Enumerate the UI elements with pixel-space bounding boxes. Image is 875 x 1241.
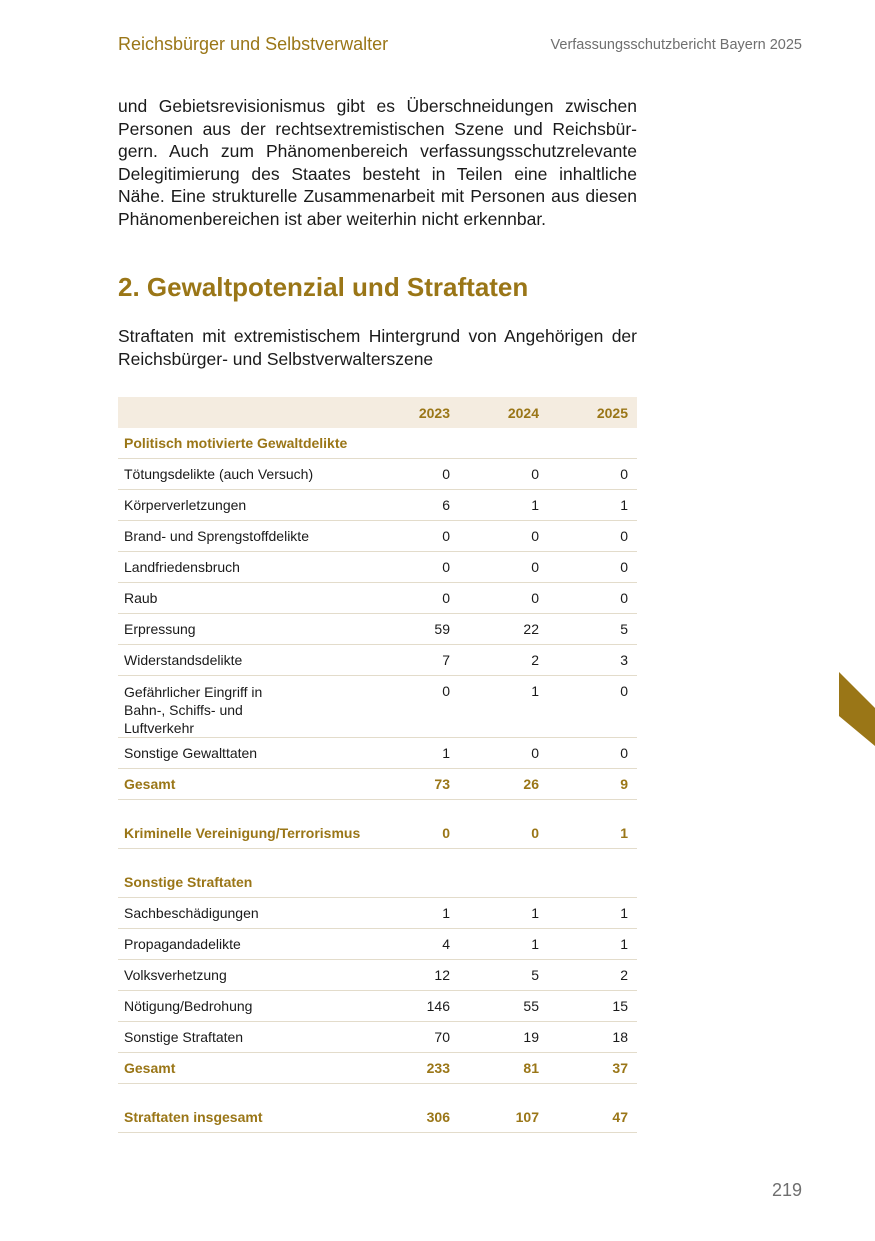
table-row <box>118 552 637 583</box>
grand-total-row <box>118 1102 637 1133</box>
row-value: 1 <box>548 490 637 521</box>
row-value: 0 <box>370 676 459 738</box>
row-value: 0 <box>459 583 548 614</box>
row-value: 0 <box>548 552 637 583</box>
row-value: 12 <box>370 960 459 991</box>
table-row <box>118 645 637 676</box>
row-label: Gefährlicher Eingriff in Bahn-, Schiffs- und Luftverkehr <box>118 676 370 738</box>
row-label: Erpressung <box>118 614 370 645</box>
running-header-chapter: Reichsbürger und Selbstverwalter <box>118 34 389 54</box>
table-row <box>118 929 637 960</box>
row-value: 4 <box>370 929 459 960</box>
table-row <box>118 898 637 929</box>
row-value: 0 <box>459 521 548 552</box>
grand-total-value: 107 <box>459 1102 548 1133</box>
section-label: Politisch motivierte Gewaltdelikte <box>118 428 637 459</box>
row-label: Brand- und Sprengstoffdelikte <box>118 521 370 552</box>
total-value: 26 <box>459 769 548 800</box>
grand-total-label: Straftaten insgesamt <box>118 1102 370 1133</box>
table-row <box>118 1022 637 1053</box>
terrorism-label: Kriminelle Vereinigung/Terrorismus <box>118 818 370 849</box>
row-value: 1 <box>370 738 459 769</box>
row-label: Sachbeschädigungen <box>118 898 370 929</box>
chapter-tab-marker <box>839 672 875 746</box>
year-header: 2024 <box>507 404 539 421</box>
total-row <box>118 769 637 800</box>
spacer-row <box>118 849 637 868</box>
row-value: 5 <box>459 960 548 991</box>
total-value: 233 <box>370 1053 459 1084</box>
row-value: 59 <box>370 614 459 645</box>
row-value: 0 <box>548 521 637 552</box>
row-value: 1 <box>548 929 637 960</box>
row-value: 6 <box>370 490 459 521</box>
running-header-report: Verfassungsschutzbericht Bayern 2025 <box>550 37 802 53</box>
table-title: Straftaten mit extremistischem Hintergrund von Angehörigen der Reichsbürger- und Selbstverwalterszene <box>118 326 637 369</box>
table-header-row <box>118 397 637 428</box>
row-label: Sonstige Gewalttaten <box>118 738 370 769</box>
row-value: 19 <box>459 1022 548 1053</box>
spacer-row <box>118 1084 637 1103</box>
row-value: 18 <box>548 1022 637 1053</box>
intro-paragraph: und Gebietsrevisionismus gibt es Überschneidungen zwischen Personen aus der rechtsextremistischen Szene und Reichsbürgern. Auch zum Phänomenbereich verfassungsschutzrelevante Delegitimierung des Staates besteht in Teilen eine inhaltliche Nähe. Eine strukturelle Zusammenarbeit mit Personen aus diesen Phänomenbereichen ist aber weiterhin nicht erkennbar. <box>118 96 637 229</box>
year-header: 2025 <box>596 404 628 421</box>
row-value: 0 <box>548 583 637 614</box>
row-value: 146 <box>370 991 459 1022</box>
row-value: 0 <box>548 738 637 769</box>
row-value: 0 <box>459 459 548 490</box>
total-label: Gesamt <box>118 769 370 800</box>
total-value: 37 <box>548 1053 637 1084</box>
row-value: 70 <box>370 1022 459 1053</box>
grand-total-value: 47 <box>548 1102 637 1133</box>
row-value: 22 <box>459 614 548 645</box>
total-value: 9 <box>548 769 637 800</box>
row-value: 0 <box>548 459 637 490</box>
row-value: 0 <box>459 738 548 769</box>
row-label: Propagandadelikte <box>118 929 370 960</box>
row-value: 1 <box>459 490 548 521</box>
table-row <box>118 738 637 769</box>
terrorism-value: 0 <box>459 818 548 849</box>
section-heading: 2. Gewaltpotenzial und Straftaten <box>118 272 529 302</box>
section-row <box>118 867 637 898</box>
row-value: 1 <box>459 676 548 738</box>
row-label: Sonstige Straftaten <box>118 1022 370 1053</box>
row-value: 2 <box>548 960 637 991</box>
table-row <box>118 490 637 521</box>
row-label: Volksverhetzung <box>118 960 370 991</box>
row-value: 1 <box>459 929 548 960</box>
row-label: Raub <box>118 583 370 614</box>
row-value: 3 <box>548 645 637 676</box>
table-row <box>118 676 637 738</box>
section-label: Sonstige Straftaten <box>118 867 637 898</box>
total-value: 81 <box>459 1053 548 1084</box>
table-row <box>118 521 637 552</box>
row-value: 0 <box>370 521 459 552</box>
row-value: 7 <box>370 645 459 676</box>
year-header: 2023 <box>418 404 450 421</box>
row-value: 0 <box>548 676 637 738</box>
grand-total-value: 306 <box>370 1102 459 1133</box>
row-label: Nötigung/Bedrohung <box>118 991 370 1022</box>
row-value: 0 <box>370 459 459 490</box>
row-label: Landfriedensbruch <box>118 552 370 583</box>
row-value: 0 <box>459 552 548 583</box>
row-value: 1 <box>459 898 548 929</box>
terrorism-value: 1 <box>548 818 637 849</box>
row-label: Widerstandsdelikte <box>118 645 370 676</box>
row-label: Tötungsdelikte (auch Versuch) <box>118 459 370 490</box>
section-row <box>118 428 637 459</box>
row-value: 15 <box>548 991 637 1022</box>
row-value: 0 <box>370 583 459 614</box>
row-label: Körperverletzungen <box>118 490 370 521</box>
row-value: 55 <box>459 991 548 1022</box>
row-value: 1 <box>370 898 459 929</box>
total-row <box>118 1053 637 1084</box>
terrorism-row <box>118 818 637 849</box>
spacer-row <box>118 800 637 819</box>
table-row <box>118 614 637 645</box>
offenses-table <box>118 397 637 1133</box>
table-row <box>118 459 637 490</box>
terrorism-value: 0 <box>370 818 459 849</box>
page-number: 219 <box>771 1180 802 1200</box>
table-row <box>118 991 637 1022</box>
table-row <box>118 583 637 614</box>
row-value: 2 <box>459 645 548 676</box>
table-row <box>118 960 637 991</box>
total-value: 73 <box>370 769 459 800</box>
row-value: 5 <box>548 614 637 645</box>
row-value: 1 <box>548 898 637 929</box>
total-label: Gesamt <box>118 1053 370 1084</box>
row-value: 0 <box>370 552 459 583</box>
table-header-label-cell <box>118 397 370 428</box>
